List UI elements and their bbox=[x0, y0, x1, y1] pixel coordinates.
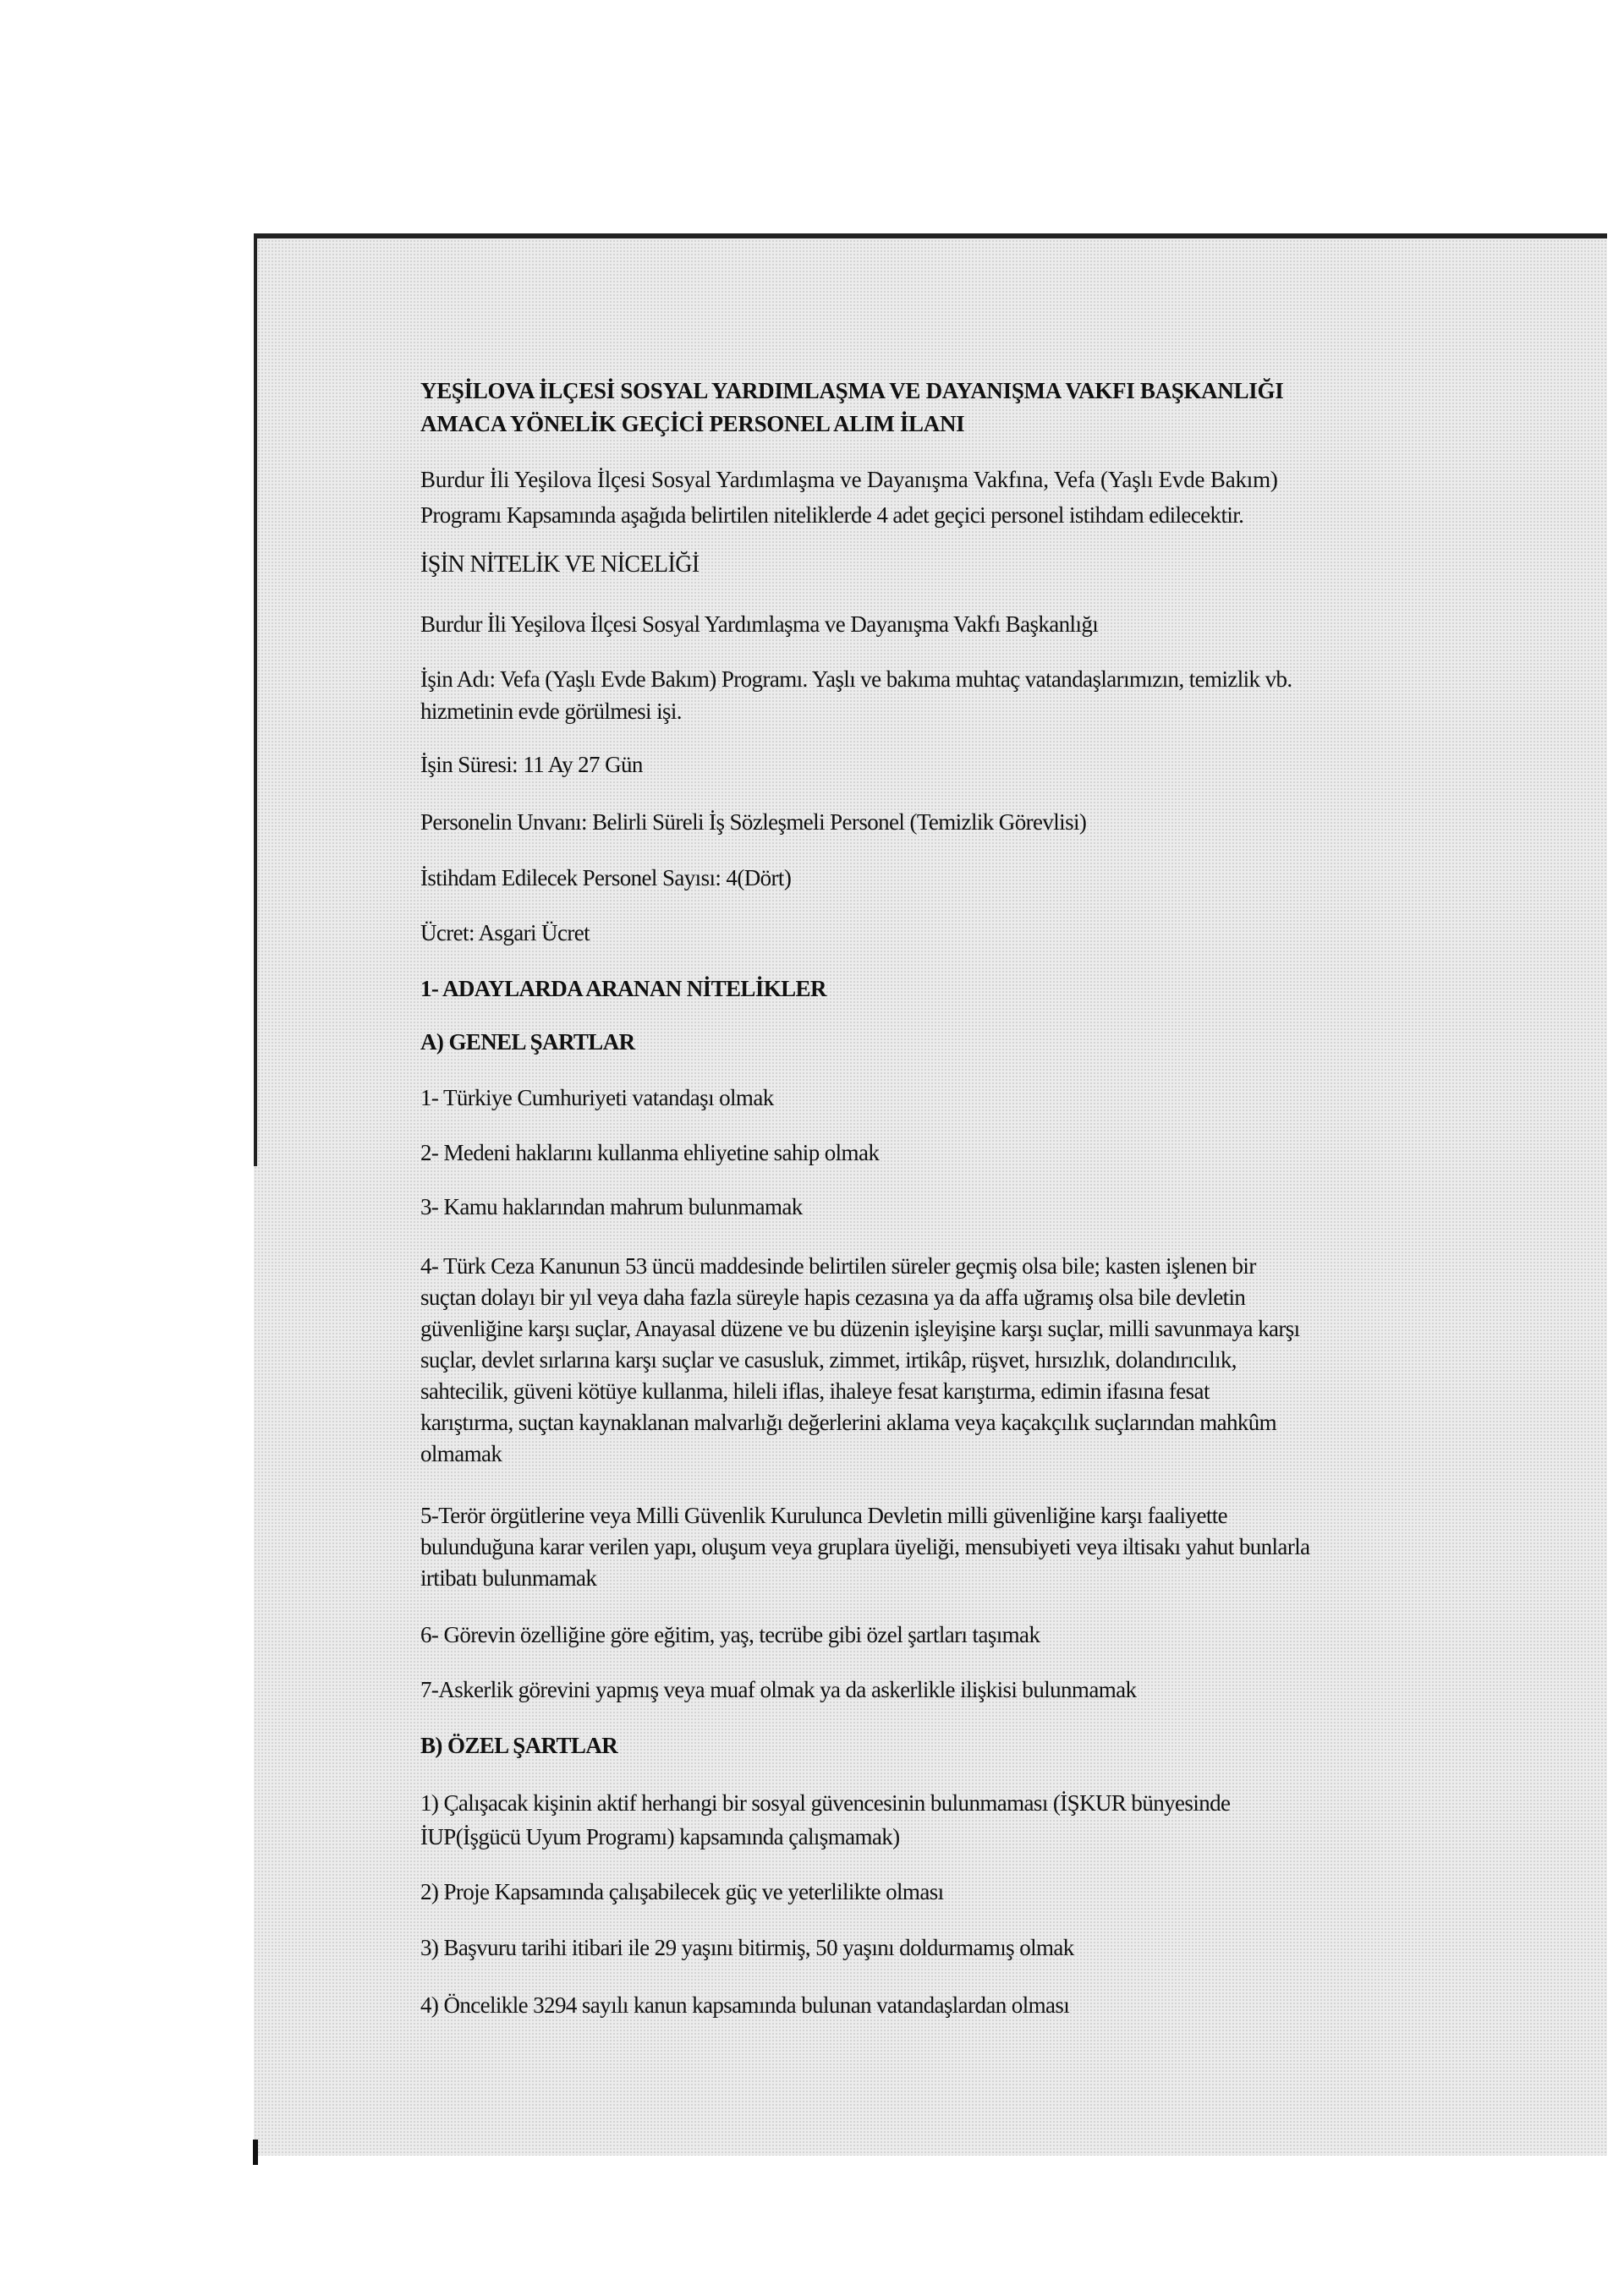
general-item-4-line: suçtan dolayı bir yıl veya daha fazla süreyle hapis cezasına ya da affa uğramış olsa bile devletin bbox=[420, 1285, 1246, 1310]
institution: Burdur İli Yeşilova İlçesi Sosyal Yardımlaşma ve Dayanışma Vakfı Başkanlığı bbox=[420, 611, 1099, 637]
staff-title: Personelin Unvanı: Belirli Süreli İş Sözleşmeli Personel (Temizlik Görevlisi) bbox=[420, 809, 1087, 835]
general-item-5-line: 5-Terör örgütlerine veya Milli Güvenlik Kurulunca Devletin milli güvenliğine karşı faaliyette bbox=[420, 1503, 1228, 1528]
general-item-7: 7-Askerlik görevini yapmış veya muaf olmak ya da askerlikle ilişkisi bulunmamak bbox=[420, 1677, 1137, 1702]
special-item-1-line: İUP(İşgücü Uyum Programı) kapsamında çalışmamak) bbox=[420, 1824, 900, 1849]
staff-count: İstihdam Edilecek Personel Sayısı: 4(Dört) bbox=[420, 865, 792, 890]
special-item-4: 4) Öncelikle 3294 sayılı kanun kapsamında bulunan vatandaşlardan olması bbox=[420, 1992, 1070, 2018]
job-name-line-2: hizmetinin evde görülmesi işi. bbox=[420, 699, 682, 724]
page-left-edge bbox=[254, 236, 257, 1166]
scan-mark bbox=[253, 2140, 258, 2165]
general-heading: A) GENEL ŞARTLAR bbox=[420, 1029, 635, 1055]
job-name-line-1: İşin Adı: Vefa (Yaşlı Evde Bakım) Programı. Yaşlı ve bakıma muhtaç vatandaşlarımızın, temizlik vb. bbox=[420, 666, 1292, 692]
special-item-3: 3) Başvuru tarihi itibari ile 29 yaşını bitirmiş, 50 yaşını doldurmamış olmak bbox=[420, 1935, 1074, 1960]
intro-line-1: Burdur İli Yeşilova İlçesi Sosyal Yardımlaşma ve Dayanışma Vakfına, Vefa (Yaşlı Evde Bakım) bbox=[420, 467, 1278, 492]
general-item-1: 1- Türkiye Cumhuriyeti vatandaşı olmak bbox=[420, 1085, 774, 1110]
wage: Ücret: Asgari Ücret bbox=[420, 920, 590, 945]
general-item-4-line: 4- Türk Ceza Kanunun 53 üncü maddesinde belirtilen süreler geçmiş olsa bile; kasten işlenen bir bbox=[420, 1253, 1256, 1279]
document-title-line-2: AMACA YÖNELİK GEÇİCİ PERSONEL ALIM İLANI bbox=[420, 411, 965, 436]
page-top-edge bbox=[254, 233, 1607, 238]
intro-line-2: Programı Kapsamında aşağıda belirtilen niteliklerde 4 adet geçici personel istihdam edilecektir. bbox=[420, 502, 1244, 528]
requirements-heading: 1- ADAYLARDA ARANAN NİTELİKLER bbox=[420, 976, 826, 1001]
general-item-4-line: sahtecilik, güveni kötüye kullanma, hileli iflas, ihaleye fesat karıştırma, edimin ifasına fesat bbox=[420, 1378, 1210, 1404]
general-item-3: 3- Kamu haklarından mahrum bulunmamak bbox=[420, 1194, 803, 1219]
general-item-5-line: irtibatı bulunmamak bbox=[420, 1565, 597, 1591]
general-item-2: 2- Medeni haklarını kullanma ehliyetine sahip olmak bbox=[420, 1140, 880, 1165]
general-item-4-line: suçlar, devlet sırlarına karşı suçlar ve casusluk, zimmet, irtikâp, rüşvet, hırsızlık, dolandırıcılık, bbox=[420, 1347, 1237, 1373]
general-item-6: 6- Görevin özelliğine göre eğitim, yaş, tecrübe gibi özel şartları taşımak bbox=[420, 1622, 1040, 1647]
special-item-1-line: 1) Çalışacak kişinin aktif herhangi bir sosyal güvencesinin bulunmaması (İŞKUR bünyesinde bbox=[420, 1790, 1231, 1816]
special-item-2: 2) Proje Kapsamında çalışabilecek güç ve yeterlilikte olması bbox=[420, 1879, 944, 1904]
general-item-4-line: karıştırma, suçtan kaynaklanan malvarlığı değerlerini aklama veya kaçakçılık suçlarından mahkûm bbox=[420, 1410, 1277, 1435]
special-heading: B) ÖZEL ŞARTLAR bbox=[420, 1733, 618, 1758]
document-title-line-1: YEŞİLOVA İLÇESİ SOSYAL YARDIMLAŞMA VE DAYANIŞMA VAKFI BAŞKANLIĞI bbox=[420, 378, 1284, 403]
general-item-5-line: bulunduğuna karar verilen yapı, oluşum veya gruplara üyeliği, mensubiyeti veya iltisakı yahut bunlarla bbox=[420, 1534, 1310, 1559]
general-item-4-line: güvenliğine karşı suçlar, Anayasal düzene ve bu düzenin işleyişine karşı suçlar, milli savunmaya karşı bbox=[420, 1316, 1300, 1341]
duration: İşin Süresi: 11 Ay 27 Gün bbox=[420, 752, 643, 777]
general-item-4-line: olmamak bbox=[420, 1441, 502, 1466]
section-heading: İŞİN NİTELİK VE NİCELİĞİ bbox=[420, 551, 700, 578]
